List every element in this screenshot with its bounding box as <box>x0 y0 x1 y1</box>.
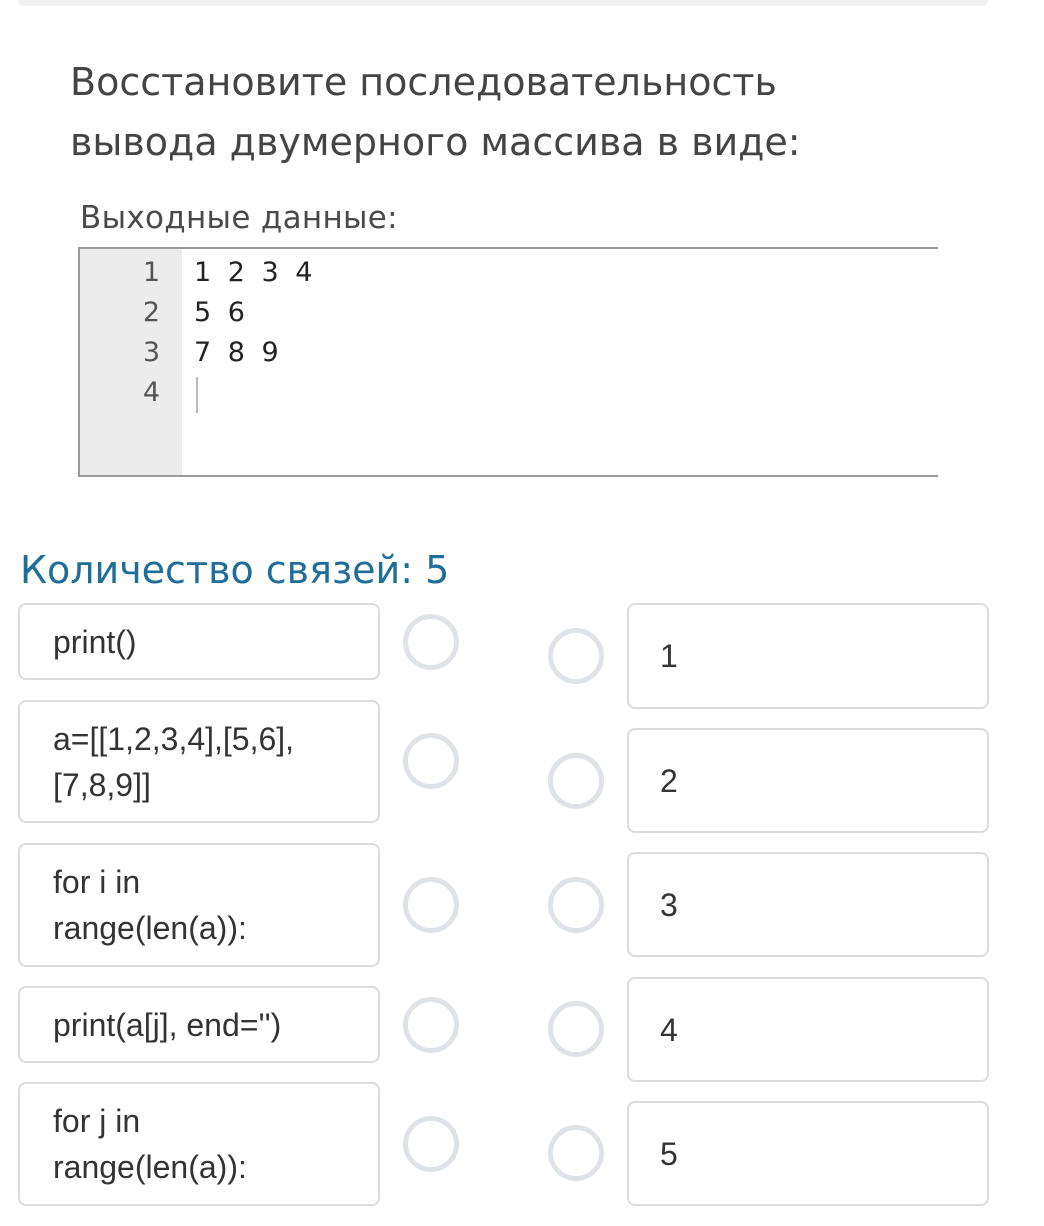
right-connector-radio[interactable] <box>548 753 604 809</box>
output-line: 5 6 <box>194 297 249 328</box>
right-item-2[interactable] <box>627 728 989 833</box>
left-item-line: range(len(a)): <box>53 1149 247 1185</box>
left-item-print-element[interactable] <box>18 986 380 1063</box>
right-item-label: 3 <box>660 886 678 923</box>
left-item-print-empty[interactable] <box>18 603 380 680</box>
right-connector-radio[interactable] <box>548 877 604 933</box>
text-caret <box>196 377 198 413</box>
left-item-array-init[interactable] <box>18 700 380 823</box>
right-connector-radio[interactable] <box>548 1125 604 1181</box>
left-item-line: print(a[j], end='') <box>53 1006 282 1043</box>
links-count-label: Количество связей: 5 <box>20 548 450 592</box>
left-item-for-j[interactable] <box>18 1082 380 1206</box>
output-editor <box>78 247 938 477</box>
right-connector-radio[interactable] <box>548 628 604 684</box>
question-line-1: Восстановите последовательность <box>70 60 777 104</box>
left-item-line: for i in <box>53 864 141 900</box>
right-item-label: 5 <box>660 1135 678 1172</box>
top-strip <box>18 0 988 6</box>
left-connector-radio[interactable] <box>403 1116 459 1172</box>
left-connector-radio[interactable] <box>403 877 459 933</box>
output-line: 1 2 3 4 <box>194 257 317 288</box>
left-item-line: print() <box>53 623 137 660</box>
output-label: Выходные данные: <box>80 200 398 236</box>
right-connector-radio[interactable] <box>548 1001 604 1057</box>
line-number: 2 <box>142 297 160 328</box>
right-item-label: 1 <box>660 638 678 674</box>
left-item-line: [7,8,9]] <box>53 766 151 803</box>
right-item-3[interactable] <box>627 852 989 957</box>
question-text <box>70 52 970 172</box>
left-connector-radio[interactable] <box>403 614 459 670</box>
output-line: 7 8 9 <box>194 337 283 368</box>
left-item-line: a=[[1,2,3,4],[5,6], <box>53 720 295 757</box>
right-item-4[interactable] <box>627 977 989 1082</box>
left-connector-radio[interactable] <box>403 997 459 1053</box>
question-line-2: вывода двумерного массива в виде: <box>70 120 801 164</box>
left-item-for-i[interactable] <box>18 843 380 967</box>
line-number: 1 <box>142 257 160 288</box>
line-number: 3 <box>142 337 160 368</box>
right-item-5[interactable] <box>627 1101 989 1206</box>
right-item-1[interactable] <box>627 603 989 709</box>
left-item-line: range(len(a)): <box>53 910 247 946</box>
left-connector-radio[interactable] <box>403 733 459 789</box>
right-item-label: 4 <box>660 1011 678 1048</box>
right-item-label: 2 <box>660 762 678 799</box>
line-number: 4 <box>142 377 160 408</box>
left-item-line: for j in <box>53 1103 141 1139</box>
